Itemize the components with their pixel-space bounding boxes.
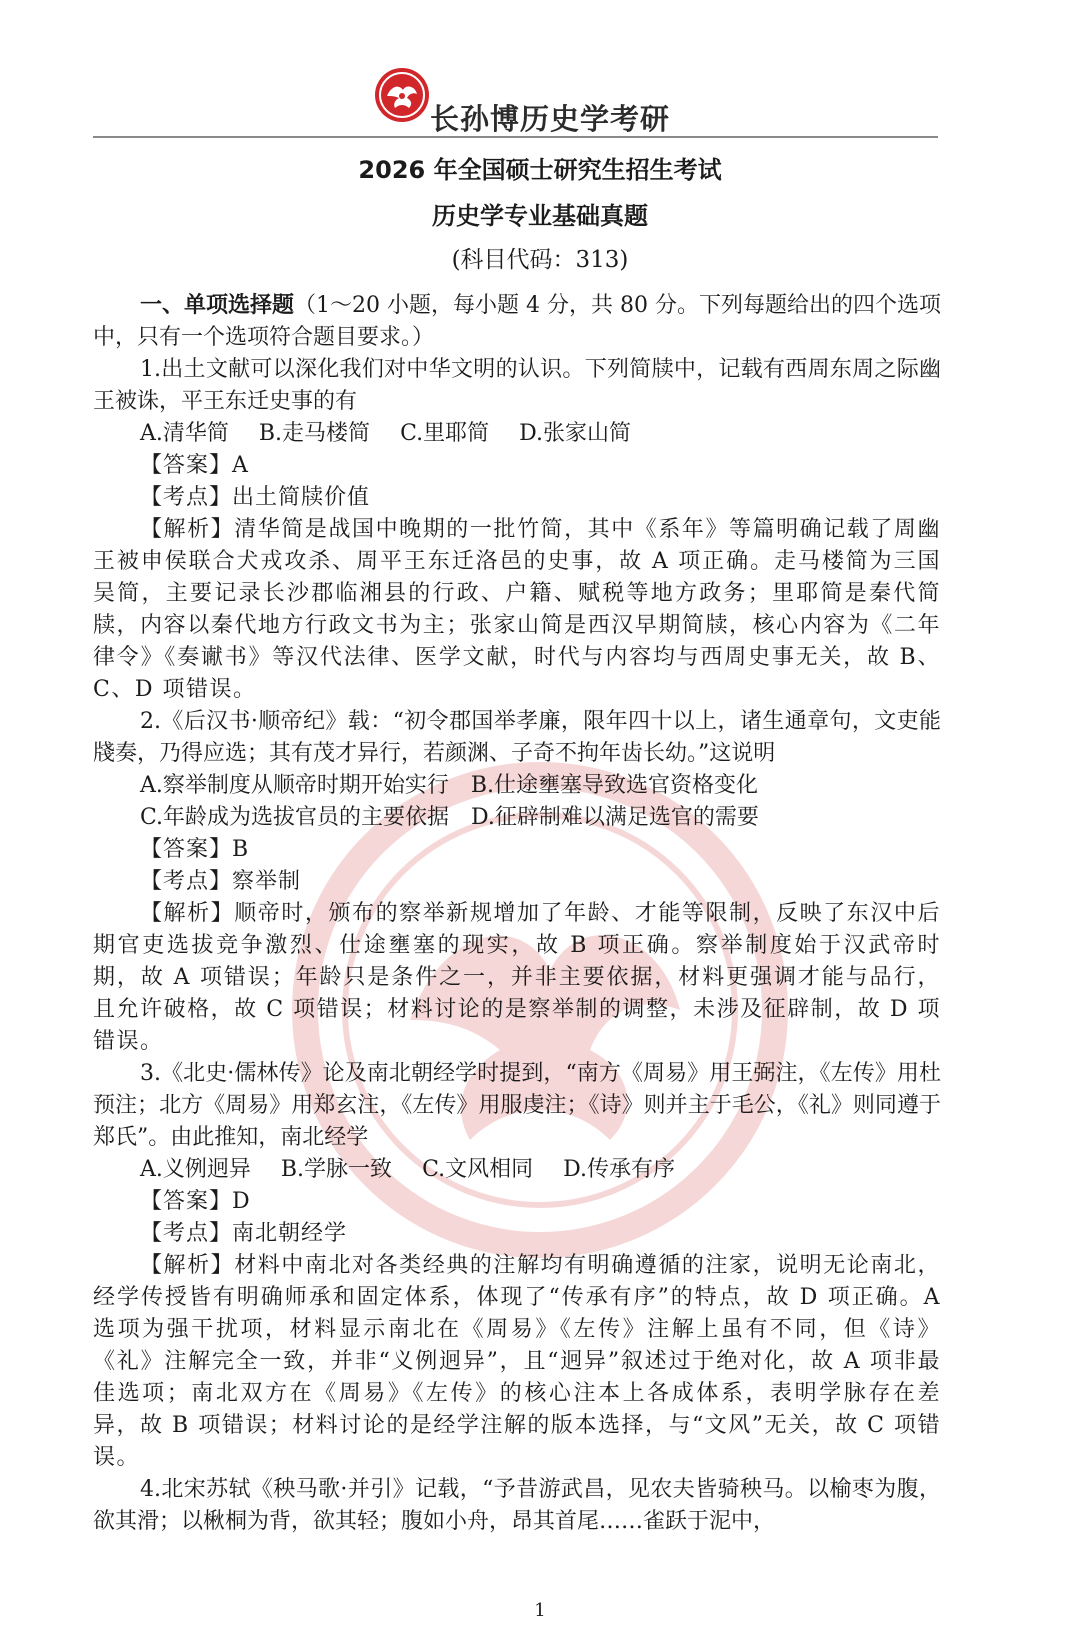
option-b: B.走马楼简 bbox=[258, 421, 371, 446]
subject-code: (科目代码：313) bbox=[451, 247, 629, 273]
option-a: A.清华简 bbox=[140, 421, 229, 446]
question-options bbox=[93, 770, 941, 802]
answer-line: 【答案】D bbox=[140, 1189, 251, 1214]
option-c: C.年龄成为选拔官员的主要依据 bbox=[140, 805, 450, 830]
analysis-text: 【解析】顺帝时，颁布的察举新规增加了年龄、才能等限制，反映了东汉中后期官吏选拔竞争激烈、仕途壅塞的现实，故 B 项正确。察举制度始于汉武帝时期，故 A 项错误；年龄只是条件之一，并非主要依据，材料更强调才能与品行，且允许破格，故 C 项错误；材料讨论的是察举制的调整，未涉及征辟制，故 D 项错误。 bbox=[93, 901, 941, 1054]
question-stem: 1.出土文献可以深化我们对中华文明的认识。下列简牍中，记载有西周东周之际幽王被诛，平王东迁史事的有 bbox=[93, 357, 941, 414]
paper-title: 历史学专业基础真题 bbox=[432, 202, 648, 230]
option-a: A.义例迥异 bbox=[140, 1157, 251, 1182]
option-a: A.察举制度从顺帝时期开始实行 bbox=[140, 773, 449, 798]
option-b: B.仕途壅塞导致选官资格变化 bbox=[470, 773, 759, 798]
question-options bbox=[93, 418, 941, 450]
option-b: B.学脉一致 bbox=[280, 1157, 393, 1182]
question-stem: 2.《后汉书·顺帝纪》载：“初令郡国举孝廉，限年四十以上，诸生通章句，文吏能牋奏，乃得应选；其有茂才异行，若颜渊、子奇不拘年齿长幼。”这说明 bbox=[93, 709, 941, 766]
page-header bbox=[93, 60, 938, 138]
question-stem: 4.北宋苏轼《秧马歌·并引》记载，“予昔游武昌，见农夫皆骑秧马。以榆枣为腹，欲其滑；以楸桐为背，欲其轻；腹如小舟，昂其首尾……雀跃于泥中， bbox=[93, 1477, 941, 1534]
option-d: D.张家山简 bbox=[519, 421, 631, 446]
option-d: D.传承有序 bbox=[563, 1157, 675, 1182]
option-c: C.文风相同 bbox=[422, 1157, 534, 1182]
option-d: D.征辟制难以满足选官的需要 bbox=[471, 805, 759, 830]
brand-name: 长孙博历史学考研 bbox=[430, 102, 671, 136]
seal-logo-icon bbox=[373, 66, 431, 124]
point-line: 【考点】出土简牍价值 bbox=[140, 485, 371, 510]
answer-line: 【答案】B bbox=[140, 837, 250, 862]
analysis-text: 【解析】材料中南北对各类经典的注解均有明确遵循的注家，说明无论南北，经学传授皆有明确师承和固定体系，体现了“传承有序”的特点，故 D 项正确。A 选项为强干扰项，材料显示南北在《周易》《左传》注解上虽有不同，但《诗》《礼》注解完全一致，并非“义例迥异”，且“迥异”叙述过于绝对化，故 A 项非最佳选项；南北双方在《周易》《左传》的核心注本上各成体系，表明学脉存在差异，故 B 项错误；材料讨论的是经学注解的版本选择，与“文风”无关，故 C 项错误。 bbox=[93, 1253, 941, 1470]
section-heading: 一、单项选择题 bbox=[140, 293, 295, 318]
question-options bbox=[93, 802, 941, 834]
answer-line: 【答案】A bbox=[140, 453, 249, 478]
section-instructions: （1～20 小题，每小题 4 分，共 80 分。下列每题给出的四个选项中，只有一个选项符合题目要求。） bbox=[93, 293, 941, 350]
header-divider bbox=[93, 136, 938, 138]
analysis-text: 【解析】清华简是战国中晚期的一批竹简，其中《系年》等篇明确记载了周幽王被申侯联合犬戎攻杀、周平王东迁洛邑的史事，故 A 项正确。走马楼简为三国吴简，主要记录长沙郡临湘县的行政、户籍、赋税等地方政务；里耶简是秦代简牍，内容以秦代地方行政文书为主；张家山简是西汉早期简牍，核心内容为《二年律令》《奏谳书》等汉代法律、医学文献，时代与内容均与西周史事无关，故 B、C、D 项错误。 bbox=[93, 517, 941, 702]
page-number: 1 bbox=[534, 1600, 546, 1621]
exam-title: 2026 年全国硕士研究生招生考试 bbox=[358, 156, 722, 184]
section-intro bbox=[93, 290, 941, 354]
main-content bbox=[93, 290, 941, 1538]
option-c: C.里耶简 bbox=[400, 421, 490, 446]
question-stem: 3.《北史·儒林传》论及南北朝经学时提到，“南方《周易》用王弼注，《左传》用杜预注；北方《周易》用郑玄注，《左传》用服虔注；《诗》则并主于毛公，《礼》则同遵于郑氏”。由此推知，南北经学 bbox=[93, 1061, 941, 1150]
question-options bbox=[93, 1154, 941, 1186]
point-line: 【考点】南北朝经学 bbox=[140, 1221, 348, 1246]
point-line: 【考点】察举制 bbox=[140, 869, 302, 894]
